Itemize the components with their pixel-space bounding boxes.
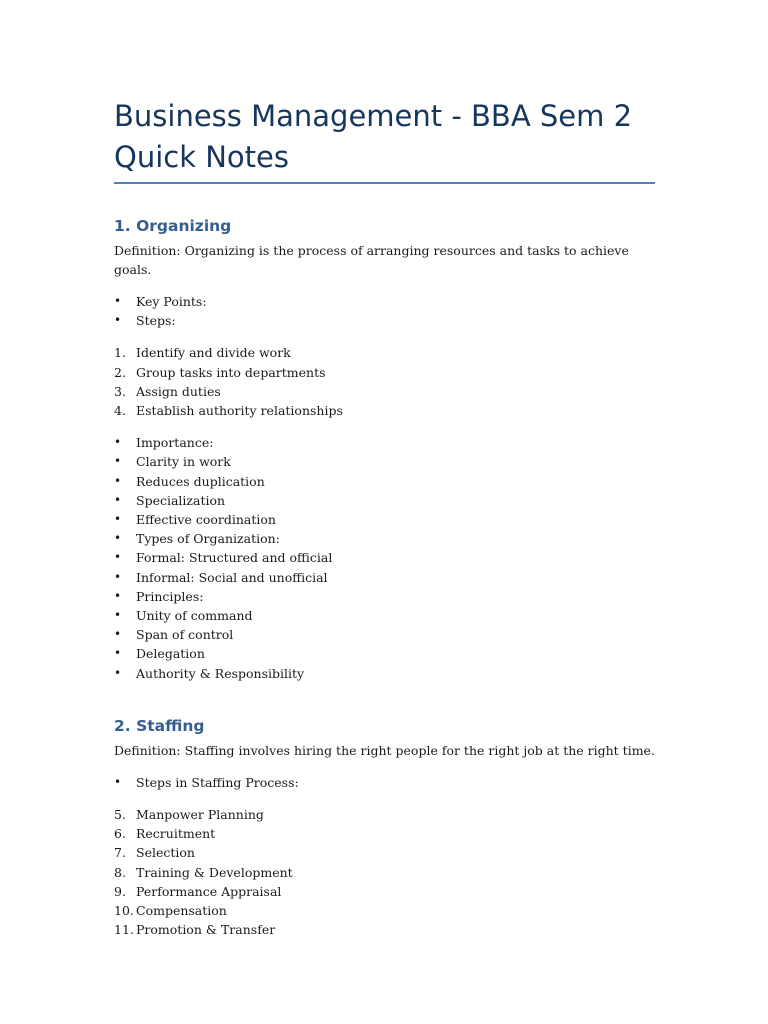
- list-item: [114, 901, 655, 920]
- list-number: 4.: [114, 403, 126, 419]
- list-item-text: Steps:: [136, 313, 176, 329]
- list-number: 10.: [114, 903, 134, 919]
- list-number: 6.: [114, 826, 126, 842]
- list-item-text: Establish authority relationships: [136, 403, 343, 419]
- list-item: [114, 625, 655, 644]
- list-item-text: Delegation: [136, 646, 205, 662]
- bullet-icon: •: [114, 550, 122, 565]
- numbered-list: [114, 343, 655, 420]
- bullet-icon: •: [114, 313, 122, 328]
- bullet-icon: •: [114, 473, 122, 488]
- list-item: [114, 805, 655, 824]
- title-divider: [114, 182, 655, 184]
- bullet-list: [114, 433, 655, 683]
- bullet-icon: •: [114, 588, 122, 603]
- list-item: [114, 587, 655, 606]
- document-title: [114, 96, 655, 178]
- bullet-list: [114, 292, 655, 330]
- section-heading: 2. Staffing: [114, 716, 205, 735]
- section-definition: Definition: Staffing involves hiring the right people for the right job at the right time.: [114, 742, 655, 758]
- bullet-icon: •: [114, 512, 122, 527]
- section-staffing: [114, 716, 655, 940]
- list-item: [114, 343, 655, 362]
- list-item-text: Types of Organization:: [136, 531, 280, 547]
- list-item-text: Compensation: [136, 903, 227, 919]
- bullet-icon: •: [114, 646, 122, 661]
- list-item: [114, 863, 655, 882]
- document-title-line1: Business Management - BBA Sem 2: [114, 99, 633, 133]
- list-item: [114, 363, 655, 382]
- list-item-text: Selection: [136, 845, 195, 861]
- section-heading: 1. Organizing: [114, 217, 232, 235]
- numbered-list: [114, 805, 655, 939]
- list-item: [114, 644, 655, 663]
- list-item: [114, 491, 655, 510]
- list-item: [114, 433, 655, 452]
- list-item-text: Identify and divide work: [136, 345, 291, 361]
- list-item-text: Key Points:: [136, 294, 207, 309]
- document-page: [114, 96, 655, 939]
- list-item: [114, 401, 655, 420]
- list-item: [114, 548, 655, 567]
- section-organizing: [114, 216, 655, 683]
- list-item-text: Reduces duplication: [136, 473, 265, 489]
- list-item: [114, 882, 655, 901]
- bullet-icon: •: [114, 531, 122, 546]
- list-item-text: Recruitment: [136, 826, 216, 842]
- bullet-icon: •: [114, 454, 122, 469]
- section-definition: Definition: Organizing is the process of arranging resources and tasks to achieve goals.: [114, 243, 629, 277]
- list-item-text: Formal: Structured and official: [136, 550, 333, 566]
- list-number: 7.: [114, 845, 126, 861]
- list-number: 11.: [114, 922, 134, 938]
- list-item: [114, 292, 655, 311]
- list-item-text: Clarity in work: [136, 454, 231, 470]
- list-item: [114, 843, 655, 862]
- bullet-icon: •: [114, 774, 122, 789]
- list-item: [114, 773, 655, 792]
- list-item-text: Training & Development: [136, 864, 293, 880]
- list-number: 8.: [114, 864, 126, 880]
- list-item-text: Span of control: [136, 627, 234, 643]
- bullet-icon: •: [114, 627, 122, 642]
- list-item: [114, 311, 655, 330]
- bullet-icon: •: [114, 294, 122, 308]
- list-item: [114, 568, 655, 587]
- list-item-text: Promotion & Transfer: [136, 922, 276, 938]
- bullet-list: [114, 773, 655, 792]
- bullet-icon: •: [114, 492, 122, 507]
- list-number: 3.: [114, 383, 126, 399]
- list-item: [114, 510, 655, 529]
- list-item-text: Specialization: [136, 492, 226, 508]
- list-number: 2.: [114, 364, 126, 380]
- list-item: [114, 664, 655, 683]
- list-number: 9.: [114, 883, 126, 899]
- list-item-text: Performance Appraisal: [136, 883, 282, 899]
- bullet-icon: •: [114, 569, 122, 584]
- list-item-text: Informal: Social and unofficial: [136, 569, 328, 585]
- list-item: [114, 606, 655, 625]
- list-item: [114, 824, 655, 843]
- list-item-text: Importance:: [136, 435, 214, 451]
- bullet-icon: •: [114, 435, 122, 450]
- list-item-text: Group tasks into departments: [136, 364, 326, 380]
- list-item-text: Principles:: [136, 588, 204, 604]
- bullet-icon: •: [114, 665, 122, 680]
- list-item-text: Effective coordination: [136, 512, 276, 528]
- list-item: [114, 529, 655, 548]
- list-item-text: Authority & Responsibility: [136, 665, 305, 681]
- list-item: [114, 382, 655, 401]
- list-item-text: Assign duties: [136, 383, 221, 399]
- document-title-line2: Quick Notes: [114, 140, 289, 174]
- list-item: [114, 452, 655, 471]
- list-number: 5.: [114, 807, 126, 823]
- list-item-text: Steps in Staffing Process:: [136, 774, 299, 790]
- list-item-text: Manpower Planning: [136, 807, 264, 823]
- bullet-icon: •: [114, 608, 122, 623]
- list-item: [114, 920, 655, 939]
- list-item: [114, 472, 655, 491]
- list-number: 1.: [114, 345, 126, 361]
- list-item-text: Unity of command: [136, 608, 253, 624]
